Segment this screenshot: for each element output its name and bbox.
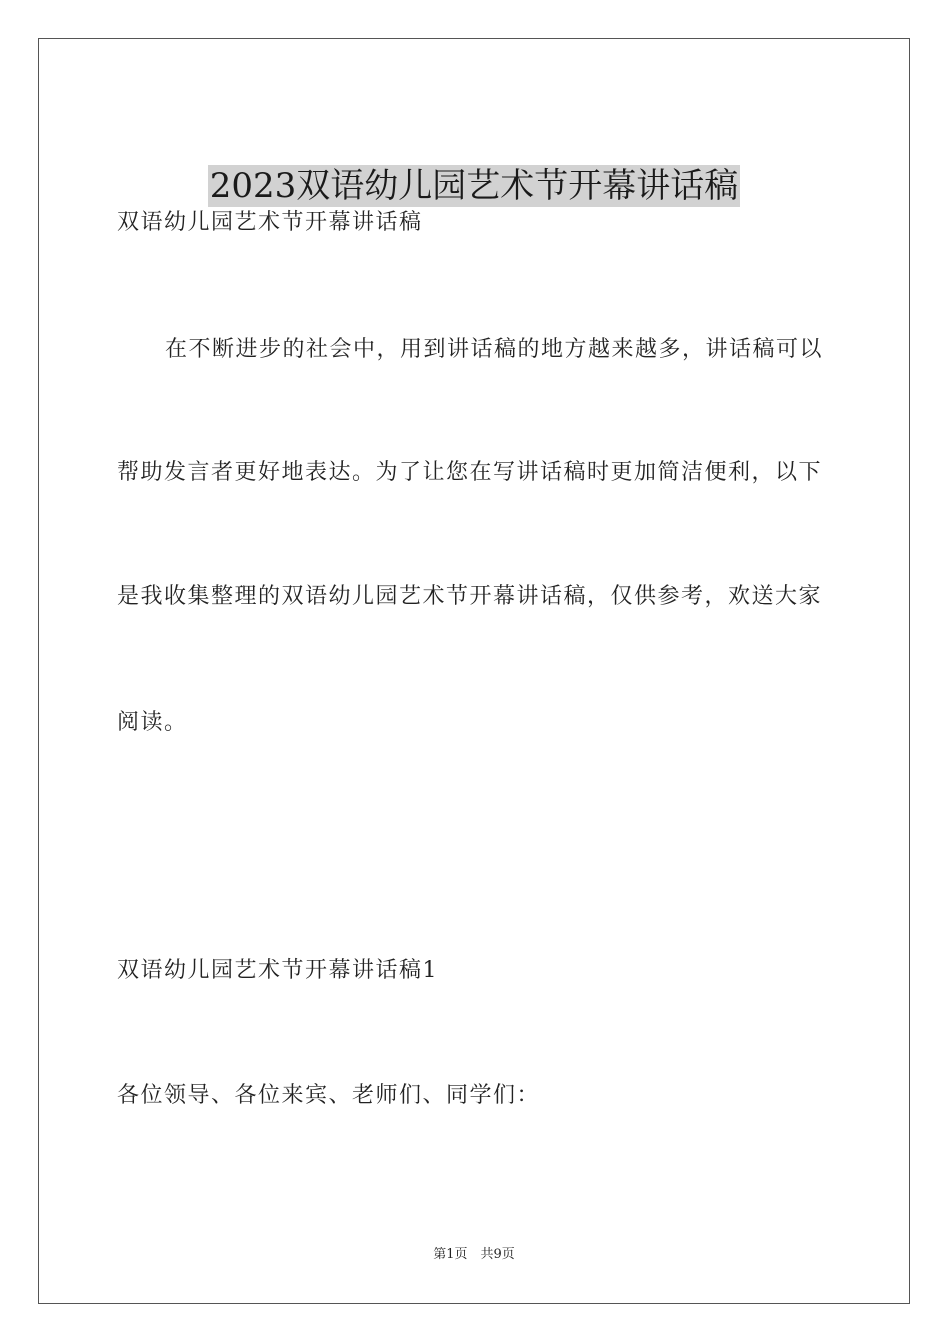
document-page <box>38 38 910 1304</box>
document-subtitle: 双语幼儿园艺术节开幕讲话稿 <box>117 210 423 235</box>
intro-line-2: 帮助发言者更好地表达。为了让您在写讲话稿时更加简洁便利，以下 <box>117 460 823 485</box>
document-title: 2023双语幼儿园艺术节开幕讲话稿 <box>209 166 739 206</box>
intro-line-1: 在不断进步的社会中，用到讲话稿的地方越来越多，讲话稿可以 <box>165 337 824 362</box>
page-number-footer: 第1页 共9页 <box>433 1247 515 1262</box>
greeting: 各位领导、各位来宾、老师们、同学们： <box>117 1083 541 1108</box>
title-wrap <box>39 165 909 207</box>
intro-line-4: 阅读。 <box>117 710 188 735</box>
section-heading: 双语幼儿园艺术节开幕讲话稿1 <box>117 958 438 983</box>
intro-line-3: 是我收集整理的双语幼儿园艺术节开幕讲话稿，仅供参考，欢送大家 <box>117 584 823 609</box>
